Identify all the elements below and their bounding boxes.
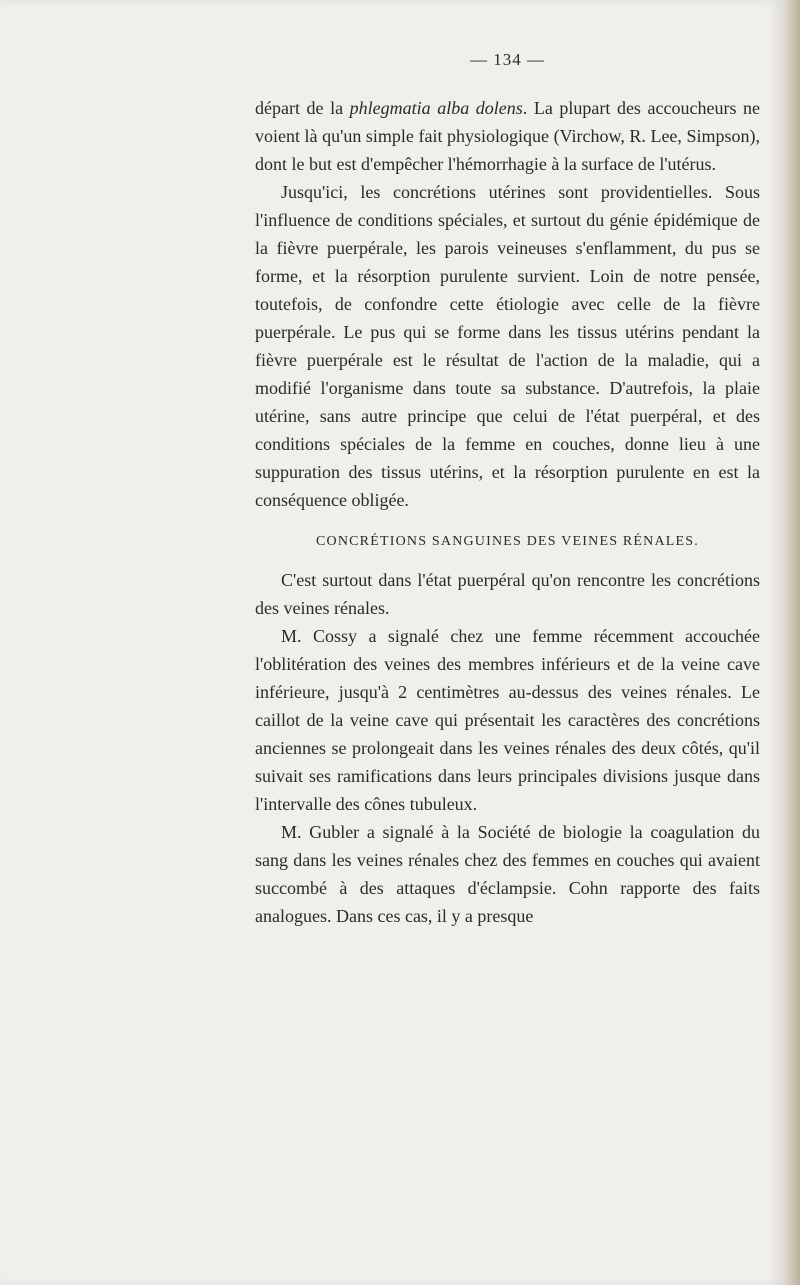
italic-term: phlegmatia alba dolens [349, 98, 523, 118]
page-edge [782, 0, 800, 1285]
paragraph: Jusqu'ici, les concrétions utérines sont providentielles. Sous l'influence de conditions spéciales, et surtout du génie épidémique de la fièvre puerpérale, les parois veineuses s'enflamment, du pus se forme, et la résorption purulente survient. Loin de notre pensée, toutefois, de confondre cette étiologie avec celle de la fièvre puerpérale. Le pus qui se forme dans les tissus utérins pendant la fièvre puerpérale est le résultat de l'action de la maladie, qui a modifié l'organisme dans toute sa substance. D'autrefois, la plaie utérine, sans autre principe que celui de l'état puerpéral, et des conditions spéciales de la femme en couches, donne lieu à une suppuration des tissus utérins, et la résorption purulente en est la conséquence obligée. [255, 182, 760, 510]
page-content [255, 48, 760, 930]
paragraph: M. Cossy a signalé chez une femme récemment accouchée l'oblitération des veines des membres inférieurs et de la veine cave inférieure, jusqu'à 2 centimètres au-dessus des veines rénales. Le caillot de la veine cave qui présentait les caractères des concrétions anciennes se prolongeait dans les veines rénales des deux côtés, qu'il suivait ses ramifications dans leurs principales divisions jusque dans l'intervalle des cônes tubuleux. [255, 626, 760, 814]
paragraph: M. Gubler a signalé à la Société de biologie la coagulation du sang dans les veines rénales chez des femmes en couches qui avaient succombé à des attaques d'éclampsie. Cohn rapporte des faits analogues. Dans ces cas, il y a presque [255, 822, 760, 926]
page-number: — 134 — [470, 50, 545, 69]
paragraph-text-after: . La plupart des accoucheurs ne voient là qu'un simple fait physiologique (Virchow, R. Lee, Simpson), dont le but est d'empêcher l'hémorrhagie à la surface de l'utérus. [255, 98, 761, 174]
paragraph: C'est surtout dans l'état puerpéral qu'on rencontre les concrétions des veines rénales. [255, 570, 760, 618]
paragraph-text-before: départ de la [255, 98, 350, 118]
paragraph-continuation [255, 94, 760, 178]
section-heading: CONCRÉTIONS SANGUINES DES VEINES RÉNALES. [315, 534, 699, 549]
